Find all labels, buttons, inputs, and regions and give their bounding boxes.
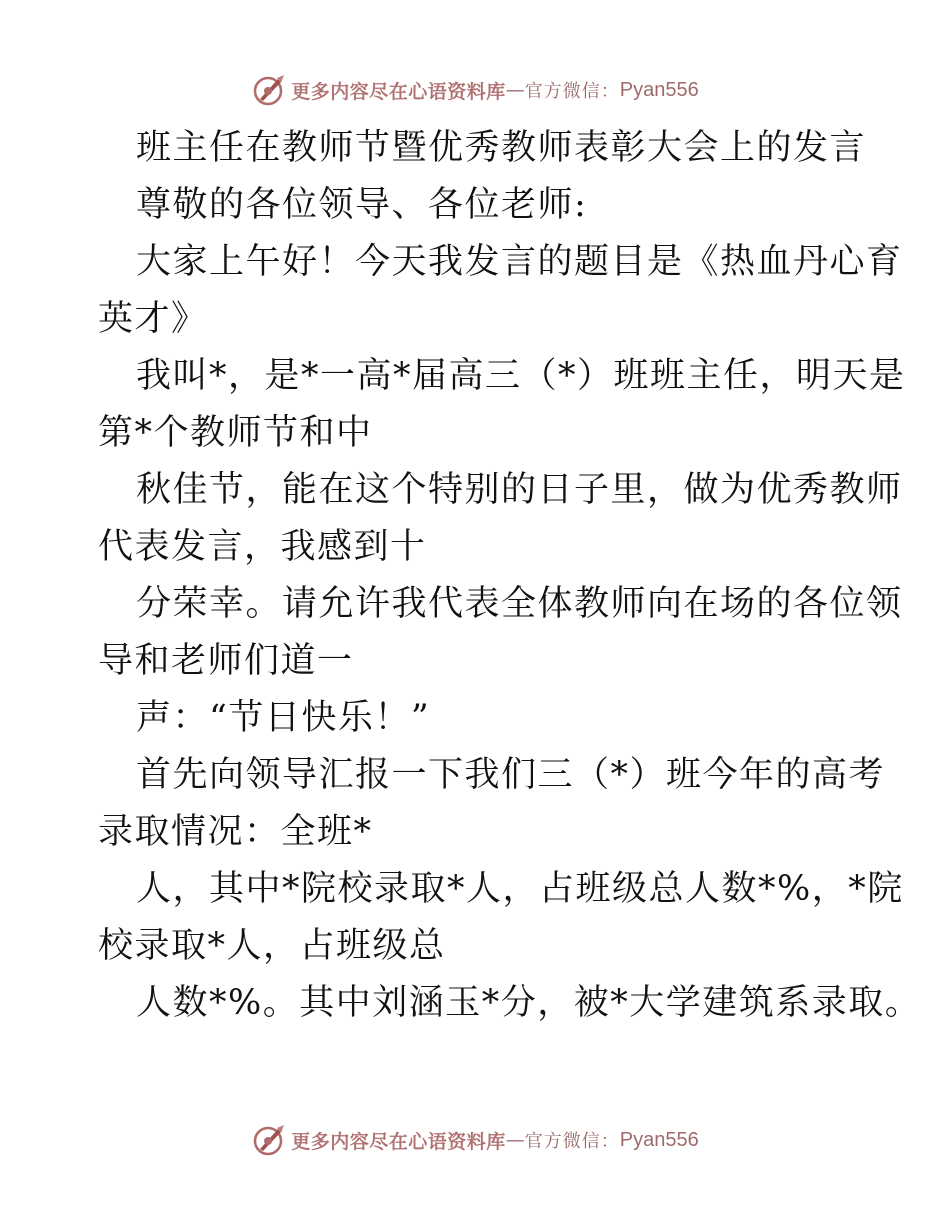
paragraph-line: 人，其中*院校录取*人，占班级总人数*%，*院	[136, 869, 904, 909]
paragraph-line: 首先向领导汇报一下我们三（*）班今年的高考	[136, 755, 886, 795]
paragraph-line: 导和老师们道一	[98, 641, 354, 681]
watermark-wechat-id: Pyan556	[619, 1128, 699, 1151]
document-body	[98, 120, 922, 1032]
watermark-wechat-id: Pyan556	[619, 78, 699, 101]
watermark-separator: —	[505, 79, 525, 101]
paragraph-line: 我叫*，是*一高*届高三（*）班班主任，明天是	[136, 356, 906, 396]
footer-watermark	[0, 1120, 950, 1160]
watermark-label: 官方微信：	[524, 1131, 620, 1152]
paragraph-line: 大家上午好！今天我发言的题目是《热血丹心育	[136, 242, 903, 282]
header-watermark	[0, 70, 950, 110]
paragraph-line: 录取情况：全班*	[98, 812, 373, 852]
watermark-text: 更多内容尽在心语资料库	[291, 1130, 506, 1153]
quill-logo-icon	[251, 1122, 287, 1158]
watermark-separator: —	[505, 1129, 525, 1151]
paragraph-line: 英才》	[98, 299, 208, 339]
watermark-label: 官方微信：	[524, 81, 620, 102]
salutation: 尊敬的各位领导、各位老师:	[136, 185, 588, 225]
paragraph-line: 声：“节日快乐！”	[136, 698, 431, 738]
paragraph-line: 代表发言，我感到十	[98, 527, 427, 567]
paragraph-line: 人数*%。其中刘涵玉*分，被*大学建筑系录取。	[136, 983, 922, 1023]
paragraph-line: 秋佳节，能在这个特别的日子里，做为优秀教师	[136, 470, 903, 510]
paragraph-line: 分荣幸。请允许我代表全体教师向在场的各位领	[136, 584, 903, 624]
quill-logo-icon	[251, 72, 287, 108]
watermark-text: 更多内容尽在心语资料库	[291, 80, 506, 103]
paragraph-line: 第*个教师节和中	[98, 413, 373, 453]
paragraph-line: 校录取*人，占班级总	[98, 926, 446, 966]
document-title: 班主任在教师节暨优秀教师表彰大会上的发言	[136, 128, 867, 168]
